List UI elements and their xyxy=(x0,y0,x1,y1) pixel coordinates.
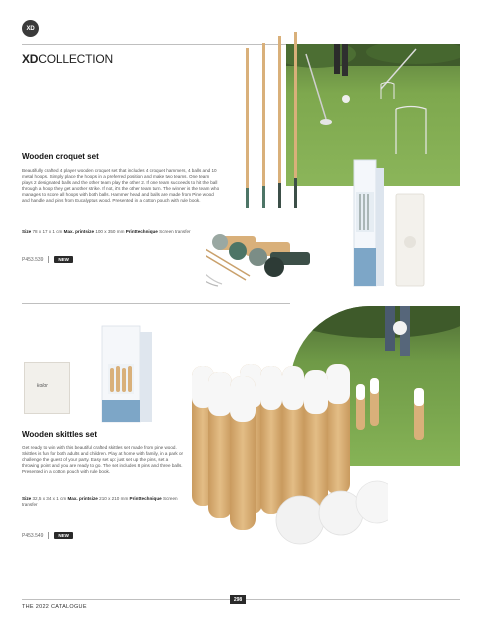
skittles-size-label: Size xyxy=(22,496,32,501)
skittles-pins-image xyxy=(188,360,388,570)
skittles-description: Get ready to win with this beautiful crafted skittles set made from pine wood. Skittles is fun for both adults and children. Play at home with family, in a park or challenge the guest of your party. Easy set up: just set up the pins, set a throwing point and you are ready to go. The set includes 8 pins and three balls. Presented in a cotton pouch with rule book. xyxy=(22,445,184,475)
croquet-tech-label: Printtechnique xyxy=(125,229,158,234)
skittles-title: Wooden skittles set xyxy=(22,430,97,439)
croquet-size-label: Size xyxy=(22,229,32,234)
skittles-pouch-image xyxy=(24,362,70,414)
brand-bold: XD xyxy=(22,52,39,66)
code-separator xyxy=(48,532,49,539)
skittles-item-code xyxy=(22,532,73,539)
page-number: 298 xyxy=(230,595,246,604)
croquet-description: Beautifully crafted 4 player wooden croquet set that includes 4 croquet hammers, 4 balls and 10 metal hoops. Simply place the hoops in a preferred position and make two teams. One team plays 2 designated balls and the other team play the other 2. If one team succeeds to hit the ball through a hoop they get another strike. If not, it's the other team turn. The winner is the team who manages to score all hoops with both balls. Hammer head and balls are made from Pine wood and handle and pins from Eucalyptus wood. Presented in a cotton pouch with rule book. xyxy=(22,168,220,204)
croquet-new-badge: NEW xyxy=(54,256,73,263)
catalogue-footer: THE 2022 CATALOGUE xyxy=(22,604,87,610)
croquet-size-value: 78 x 17 x 1 cm xyxy=(32,229,63,234)
skittles-specs xyxy=(22,496,188,508)
skittles-size-value: 32,5 x 34 x 1 cm xyxy=(32,496,67,501)
croquet-print-label: Max. printsize xyxy=(63,229,95,234)
skittles-new-badge: NEW xyxy=(54,532,73,539)
croquet-tech-value: Screen transfer xyxy=(159,229,191,234)
brand-title xyxy=(22,52,113,66)
skittles-print-value: 210 x 210 mm xyxy=(99,496,129,501)
skittles-tech-label: Printtechnique xyxy=(129,496,162,501)
croquet-item-code xyxy=(22,256,73,263)
xd-logo-badge: XD xyxy=(22,20,39,37)
croquet-print-value: 100 x 350 mm xyxy=(95,229,125,234)
brand-light: COLLECTION xyxy=(38,52,113,66)
croquet-specs xyxy=(22,229,222,235)
croquet-title: Wooden croquet set xyxy=(22,152,99,161)
skittles-print-label: Max. printsize xyxy=(67,496,98,501)
code-separator xyxy=(48,256,49,263)
croquet-code: P453.539 xyxy=(22,256,44,263)
croquet-balls-image xyxy=(206,222,336,292)
skittles-code: P453.549 xyxy=(22,532,44,539)
skittles-tech-value: Screen transfer xyxy=(22,496,178,508)
section-divider xyxy=(22,303,290,304)
croquet-packaging-image xyxy=(350,158,450,298)
skittles-box-image xyxy=(100,320,160,430)
pouch-label: kolor xyxy=(37,383,48,389)
